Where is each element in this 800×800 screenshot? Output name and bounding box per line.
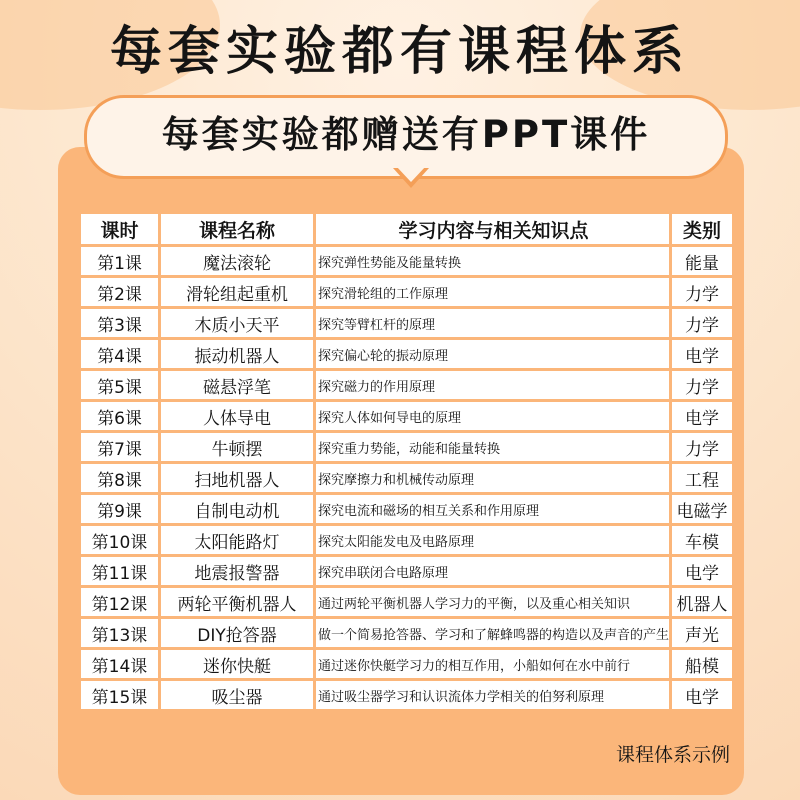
lesson-cell: 第10课 — [81, 526, 158, 554]
lesson-cell: 第1课 — [81, 247, 158, 275]
course-name-cell: 魔法滚轮 — [161, 247, 313, 275]
category-cell: 力学 — [672, 278, 732, 306]
category-cell: 船模 — [672, 650, 732, 678]
category-cell: 电磁学 — [672, 495, 732, 523]
lesson-cell: 第14课 — [81, 650, 158, 678]
course-name-cell: 迷你快艇 — [161, 650, 313, 678]
course-table — [78, 211, 735, 712]
subtitle: 每套实验都赠送有PPT课件 — [161, 113, 651, 156]
table-body — [81, 247, 732, 709]
category-cell: 能量 — [672, 247, 732, 275]
lesson-cell: 第15课 — [81, 681, 158, 709]
table-row — [81, 340, 732, 368]
course-name-cell: 吸尘器 — [161, 681, 313, 709]
header-course-name: 课程名称 — [161, 214, 313, 244]
lesson-cell: 第3课 — [81, 309, 158, 337]
course-name-cell: 振动机器人 — [161, 340, 313, 368]
category-cell: 电学 — [672, 402, 732, 430]
category-cell: 力学 — [672, 309, 732, 337]
lesson-cell: 第12课 — [81, 588, 158, 616]
table-row — [81, 464, 732, 492]
content-cell: 探究磁力的作用原理 — [316, 371, 669, 399]
table-row — [81, 681, 732, 709]
course-name-cell: 牛顿摆 — [161, 433, 313, 461]
course-name-cell: 滑轮组起重机 — [161, 278, 313, 306]
lesson-cell: 第8课 — [81, 464, 158, 492]
content-cell: 通过吸尘器学习和认识流体力学相关的伯努利原理 — [316, 681, 669, 709]
content-cell: 探究串联闭合电路原理 — [316, 557, 669, 585]
lesson-cell: 第4课 — [81, 340, 158, 368]
table-row — [81, 371, 732, 399]
table-row — [81, 433, 732, 461]
main-title: 每套实验都有课程体系 — [109, 22, 690, 82]
table-row — [81, 557, 732, 585]
table-row — [81, 650, 732, 678]
category-cell: 电学 — [672, 557, 732, 585]
content-cell: 探究重力势能，动能和能量转换 — [316, 433, 669, 461]
table-row — [81, 247, 732, 275]
category-cell: 力学 — [672, 433, 732, 461]
course-name-cell: 扫地机器人 — [161, 464, 313, 492]
content-cell: 探究滑轮组的工作原理 — [316, 278, 669, 306]
header-lesson: 课时 — [81, 214, 158, 244]
table-row — [81, 309, 732, 337]
content-cell: 做一个简易抢答器、学习和了解蜂鸣器的构造以及声音的产生 — [316, 619, 669, 647]
category-cell: 工程 — [672, 464, 732, 492]
lesson-cell: 第7课 — [81, 433, 158, 461]
category-cell: 电学 — [672, 340, 732, 368]
lesson-cell: 第11课 — [81, 557, 158, 585]
course-name-cell: 木质小天平 — [161, 309, 313, 337]
content-cell: 通过迷你快艇学习力的相互作用，小船如何在水中前行 — [316, 650, 669, 678]
content-cell: 通过两轮平衡机器人学习力的平衡，以及重心相关知识 — [316, 588, 669, 616]
header-category: 类别 — [672, 214, 732, 244]
category-cell: 电学 — [672, 681, 732, 709]
course-name-cell: 磁悬浮笔 — [161, 371, 313, 399]
content-cell: 探究人体如何导电的原理 — [316, 402, 669, 430]
table-row — [81, 495, 732, 523]
content-cell: 探究电流和磁场的相互关系和作用原理 — [316, 495, 669, 523]
lesson-cell: 第9课 — [81, 495, 158, 523]
table-row — [81, 278, 732, 306]
course-name-cell: 自制电动机 — [161, 495, 313, 523]
table-row — [81, 619, 732, 647]
course-name-cell: 人体导电 — [161, 402, 313, 430]
course-name-cell: 两轮平衡机器人 — [161, 588, 313, 616]
table-row — [81, 588, 732, 616]
course-name-cell: 太阳能路灯 — [161, 526, 313, 554]
category-cell: 车模 — [672, 526, 732, 554]
category-cell: 机器人 — [672, 588, 732, 616]
content-cell: 探究弹性势能及能量转换 — [316, 247, 669, 275]
lesson-cell: 第5课 — [81, 371, 158, 399]
category-cell: 声光 — [672, 619, 732, 647]
content-cell: 探究摩擦力和机械传动原理 — [316, 464, 669, 492]
table-header-row — [81, 214, 732, 244]
lesson-cell: 第2课 — [81, 278, 158, 306]
lesson-cell: 第6课 — [81, 402, 158, 430]
category-cell: 力学 — [672, 371, 732, 399]
table-row — [81, 526, 732, 554]
caption: 课程体系示例 — [615, 744, 730, 766]
content-cell: 探究太阳能发电及电路原理 — [316, 526, 669, 554]
course-name-cell: DIY抢答器 — [161, 619, 313, 647]
table-row — [81, 402, 732, 430]
lesson-cell: 第13课 — [81, 619, 158, 647]
course-name-cell: 地震报警器 — [161, 557, 313, 585]
content-cell: 探究偏心轮的振动原理 — [316, 340, 669, 368]
content-cell: 探究等臂杠杆的原理 — [316, 309, 669, 337]
header-content: 学习内容与相关知识点 — [316, 214, 669, 244]
